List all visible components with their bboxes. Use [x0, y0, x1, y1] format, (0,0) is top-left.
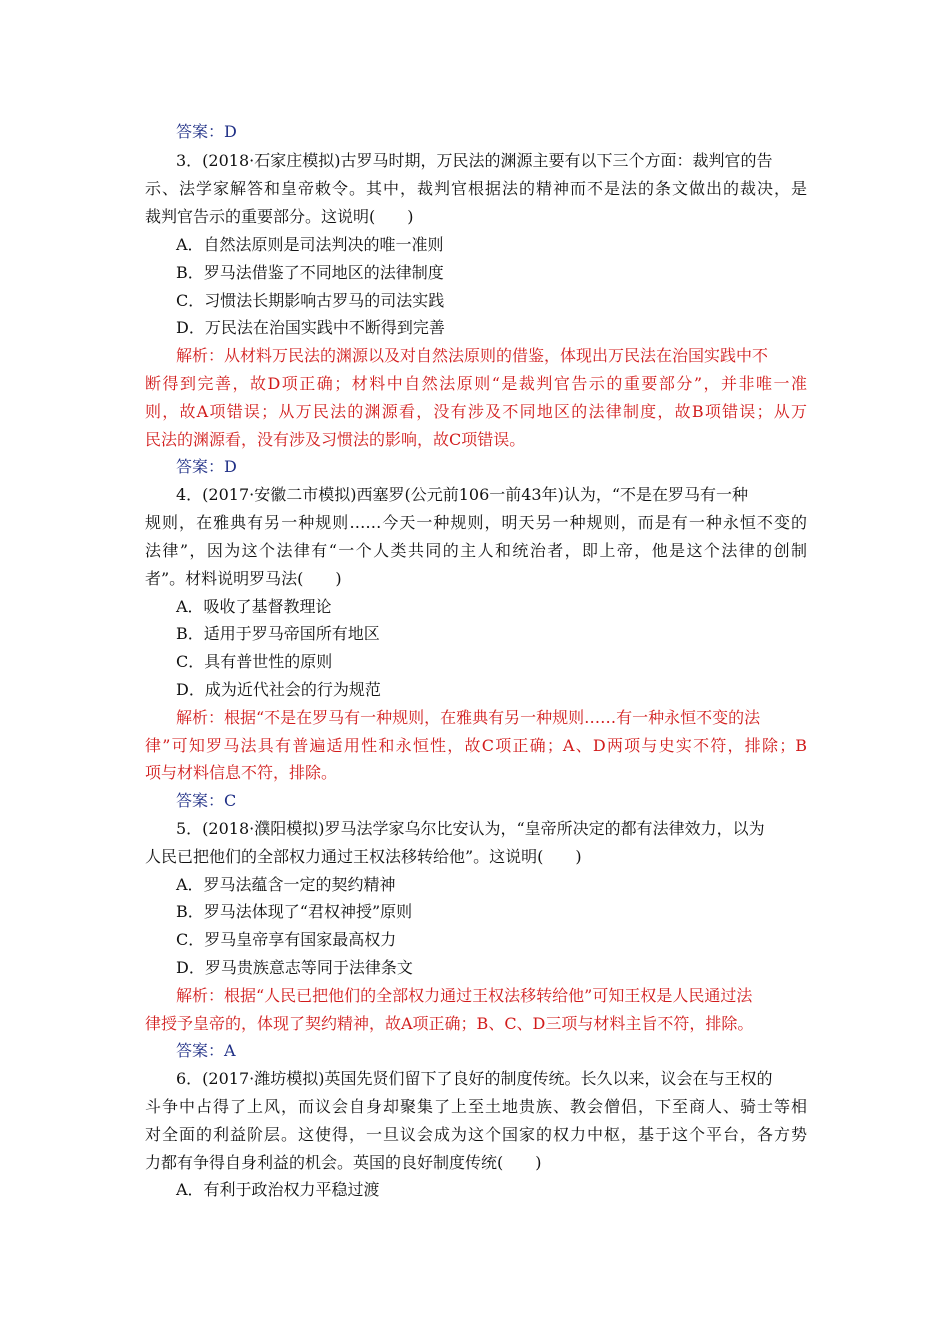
explanation-text: 律”可知罗马法具有普遍适用性和永恒性，故C项正确；A、D两项与史实不符，排除；B [145, 736, 807, 755]
explanation-text: 律授予皇帝的，体现了契约精神，故A项正确；B、C、D三项与材料主旨不符，排除。 [145, 1014, 754, 1033]
explanation-text: 断得到完善，故D项正确；材料中自然法原则“是裁判官告示的重要部分”，并非唯一准 [145, 374, 807, 393]
answer-line: 答案：C [176, 791, 237, 810]
option-c: C．罗马皇帝享有国家最高权力 [176, 930, 397, 949]
option-a: A．罗马法蕴含一定的契约精神 [176, 875, 396, 894]
explanation-text: 民法的渊源看，没有涉及习惯法的影响，故C项错误。 [145, 430, 526, 449]
question-6-text: 力都有争得自身利益的机会。英国的良好制度传统( ) [145, 1153, 542, 1172]
answer-line: 答案：D [176, 457, 237, 476]
question-6-text: 对全面的利益阶层。这使得，一旦议会成为这个国家的权力中枢，基于这个平台，各方势 [145, 1125, 807, 1144]
question-5-text: 5．(2018·濮阳模拟)罗马法学家乌尔比安认为，“皇帝所决定的都有法律效力，以为 [176, 819, 765, 838]
option-b: B．适用于罗马帝国所有地区 [176, 624, 380, 643]
question-3-text: 裁判官告示的重要部分。这说明( ) [145, 207, 414, 226]
question-4-text: 者”。材料说明罗马法( ) [145, 569, 342, 588]
explanation-text: 解析：根据“人民已把他们的全部权力通过王权法移转给他”可知王权是人民通过法 [176, 986, 753, 1005]
question-5-text: 人民已把他们的全部权力通过王权法移转给他”。这说明( ) [145, 847, 582, 866]
option-b: B．罗马法借鉴了不同地区的法律制度 [176, 263, 444, 282]
question-3-text: 3．(2018·石家庄模拟)古罗马时期，万民法的渊源主要有以下三个方面：裁判官的告 [176, 151, 773, 170]
question-6-text: 6．(2017·潍坊模拟)英国先贤们留下了良好的制度传统。长久以来，议会在与王权的 [176, 1069, 773, 1088]
answer-line: 答案：A [176, 1041, 236, 1060]
question-6-text: 斗争中占得了上风，而议会自身却聚集了上至土地贵族、教会僧侣，下至商人、骑士等相 [145, 1097, 807, 1116]
option-b: B．罗马法体现了“君权神授”原则 [176, 902, 413, 921]
question-4-text: 4．(2017·安徽二市模拟)西塞罗(公元前106一前43年)认为，“不是在罗马有一种 [176, 485, 749, 504]
explanation-text: 解析：从材料万民法的渊源以及对自然法原则的借鉴，体现出万民法在治国实践中不 [176, 346, 769, 365]
option-a: A．有利于政治权力平稳过渡 [176, 1180, 380, 1199]
answer-line: 答案：D [176, 122, 237, 141]
option-c: C．具有普世性的原则 [176, 652, 333, 671]
option-a: A．吸收了基督教理论 [176, 597, 332, 616]
explanation-text: 项与材料信息不符，排除。 [145, 763, 338, 782]
option-c: C．习惯法长期影响古罗马的司法实践 [176, 291, 445, 310]
option-d: D．罗马贵族意志等同于法律条文 [176, 958, 413, 977]
option-d: D．万民法在治国实践中不断得到完善 [176, 318, 445, 337]
explanation-text: 则，故A项错误；从万民法的渊源看，没有涉及不同地区的法律制度，故B项错误；从万 [145, 402, 807, 421]
option-a: A．自然法原则是司法判决的唯一准则 [176, 235, 444, 254]
question-3-text: 示、法学家解答和皇帝敕令。其中，裁判官根据法的精神而不是法的条文做出的裁决，是 [145, 179, 807, 198]
question-4-text: 规则，在雅典有另一种规则……今天一种规则，明天另一种规则，而是有一种永恒不变的 [145, 513, 807, 532]
option-d: D．成为近代社会的行为规范 [176, 680, 381, 699]
question-4-text: 法律”，因为这个法律有“一个人类共同的主人和统治者，即上帝，他是这个法律的创制 [145, 541, 807, 560]
explanation-text: 解析：根据“不是在罗马有一种规则，在雅典有另一种规则……有一种永恒不变的法 [176, 708, 761, 727]
